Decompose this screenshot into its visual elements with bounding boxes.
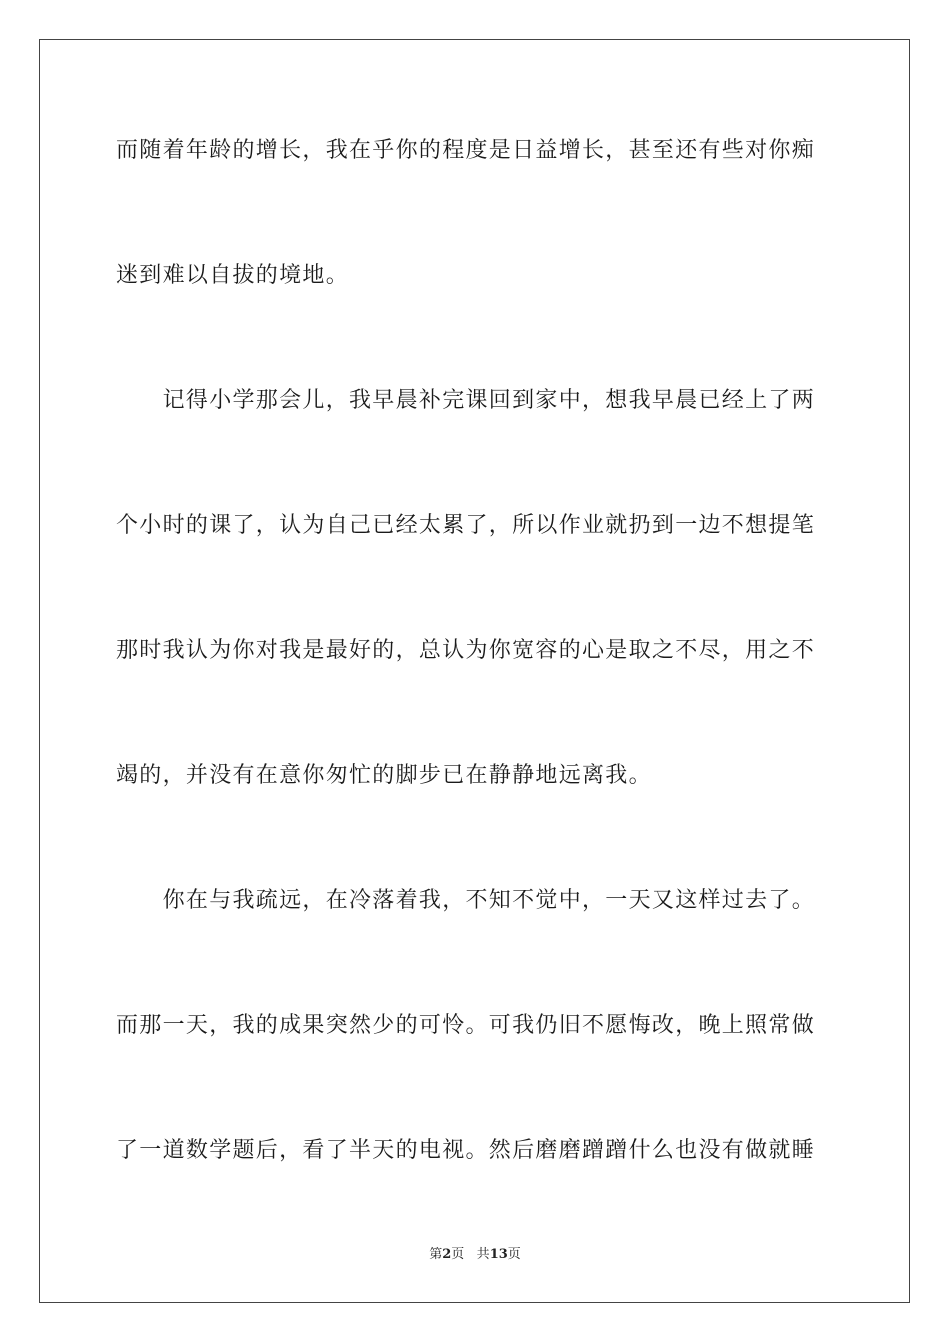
page-total: 13 [489, 1247, 508, 1262]
text-line: 那时我认为你对我是最好的，总认为你宽容的心是取之不尽，用之不 [116, 638, 816, 663]
page-border [39, 39, 910, 1303]
text-line: 而随着年龄的增长，我在乎你的程度是日益增长，甚至还有些对你痴 [116, 138, 816, 163]
text-line: 而那一天，我的成果突然少的可怜。可我仍旧不愿悔改，晚上照常做 [116, 1013, 816, 1038]
text-line: 你在与我疏远，在冷落着我，不知不觉中，一天又这样过去了。 [116, 888, 816, 913]
total-label-suffix: 页 [507, 1247, 521, 1262]
text-line: 迷到难以自拔的境地。 [116, 263, 350, 288]
text-line: 竭的，并没有在意你匆忙的脚步已在静静地远离我。 [116, 763, 652, 788]
page-label-suffix: 页 [451, 1247, 465, 1262]
text-line: 了一道数学题后，看了半天的电视。然后磨磨蹭蹭什么也没有做就睡 [116, 1138, 816, 1163]
page-label-prefix: 第 [429, 1247, 443, 1262]
total-label-prefix: 共 [476, 1247, 490, 1262]
text-line: 记得小学那会儿，我早晨补完课回到家中，想我早晨已经上了两 [116, 388, 816, 413]
page-number: 2 [442, 1247, 452, 1262]
text-line: 个小时的课了，认为自己已经太累了，所以作业就扔到一边不想提笔 [116, 513, 816, 538]
page-footer [0, 1246, 950, 1264]
